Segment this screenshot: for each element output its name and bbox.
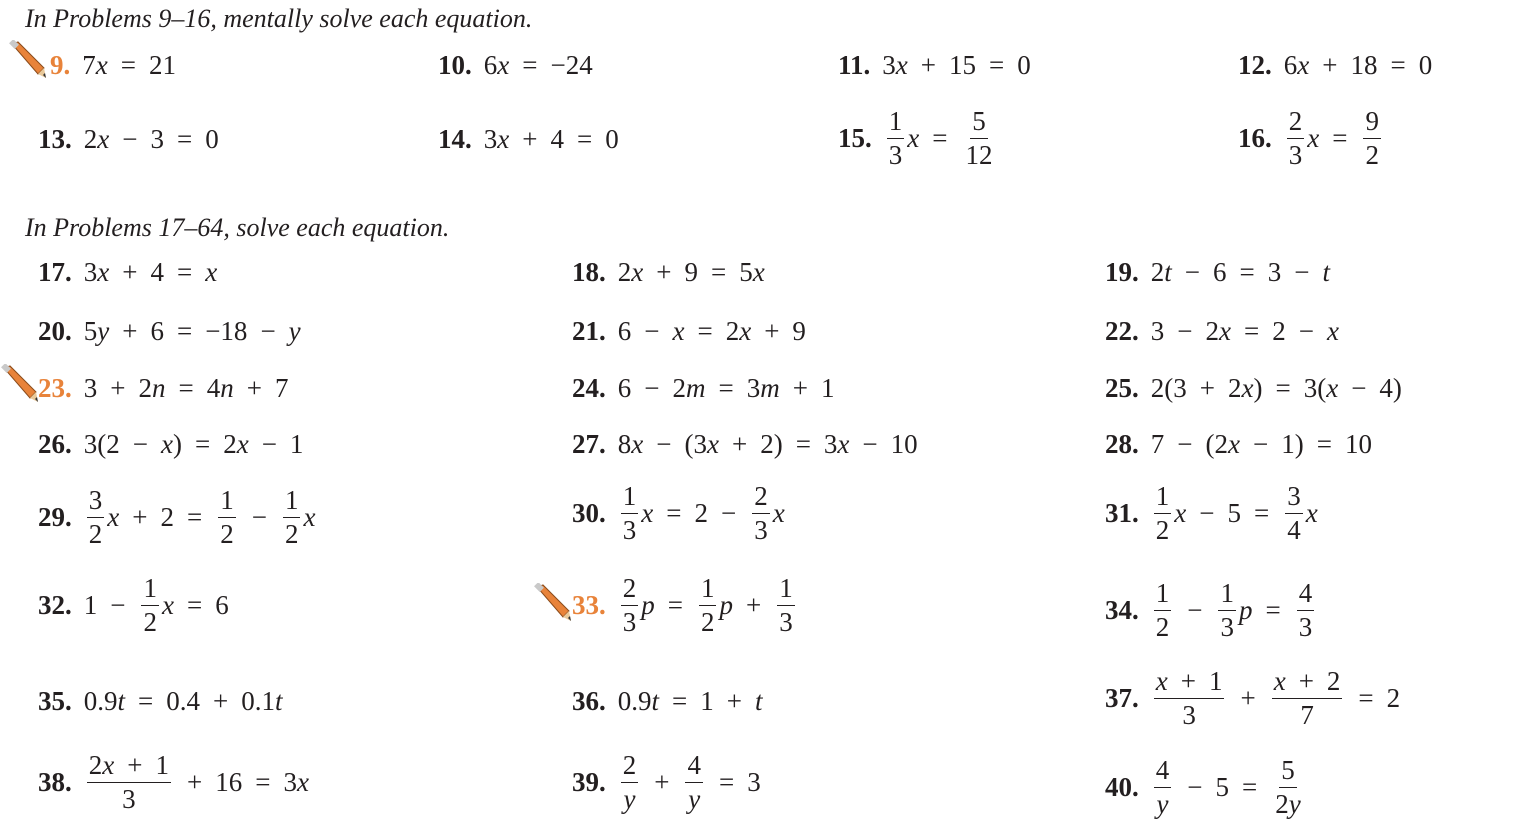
problem-37: 37. $\frac{x + 1}{3}$ + $\frac{x + 2}{7}$ = 2 bbox=[1105, 666, 1401, 730]
problem-number: 25. bbox=[1105, 373, 1139, 403]
problem-25: 25. 2(3 + 2 x ) = 3( x − 4) bbox=[1105, 373, 1402, 403]
problem-number: 38. bbox=[38, 767, 72, 797]
pencil-icon bbox=[8, 40, 46, 78]
problem-14: 14. 3 x + 4 = 0 bbox=[438, 124, 619, 154]
problem-35: 35. 0.9 t = 0.4 + 0.1 t bbox=[38, 686, 283, 716]
problem-number: 11. bbox=[838, 50, 871, 80]
instructions-2: In Problems 17–64, solve each equation. bbox=[25, 213, 450, 242]
problem-number: 13. bbox=[38, 124, 72, 154]
problem-number: 16. bbox=[1238, 123, 1272, 153]
problem-number: 37. bbox=[1105, 683, 1139, 713]
problem-34: 34. $\frac{1}{2}$ − $\frac{1}{3}$ p = $\frac{4}{3}$ bbox=[1105, 578, 1313, 642]
problem-number: 28. bbox=[1105, 429, 1139, 459]
problem-number: 15. bbox=[838, 123, 872, 153]
problem-number: 27. bbox=[572, 429, 606, 459]
problem-28: 28. 7 − (2 x − 1) = 10 bbox=[1105, 429, 1372, 459]
problem-19: 19. 2 t − 6 = 3 − t bbox=[1105, 257, 1330, 287]
problem-33: 33. $\frac{2}{3}$ p = $\frac{1}{2}$ p + $\frac{1}{3}$ bbox=[572, 573, 793, 637]
problem-number: 39. bbox=[572, 767, 606, 797]
problem-38: 38. $\frac{2x + 1}{3}$ + 16 = 3 x bbox=[38, 750, 309, 814]
problem-30: 30. $\frac{1}{3}$ x = 2 − $\frac{2}{3}$ x bbox=[572, 481, 785, 545]
problem-number: 32. bbox=[38, 590, 72, 620]
problem-39: 39. $\frac{2}{y}$ + $\frac{4}{y}$ = 3 bbox=[572, 750, 761, 814]
problem-number: 9. bbox=[50, 50, 71, 80]
problem-9: 9. 7 x = 21 bbox=[50, 50, 176, 80]
problem-24: 24. 6 − 2 m = 3 m + 1 bbox=[572, 373, 835, 403]
problem-18: 18. 2 x + 9 = 5 x bbox=[572, 257, 765, 287]
problem-number: 17. bbox=[38, 257, 72, 287]
problem-number: 35. bbox=[38, 686, 72, 716]
problem-number: 18. bbox=[572, 257, 606, 287]
problem-29: 29. $\frac{3}{2}$ x + 2 = $\frac{1}{2}$ − $\frac{1}{2}$ x bbox=[38, 485, 316, 549]
problem-number: 31. bbox=[1105, 498, 1139, 528]
problem-22: 22. 3 − 2 x = 2 − x bbox=[1105, 316, 1339, 346]
problem-number: 14. bbox=[438, 124, 472, 154]
problem-32: 32. 1 − $\frac{1}{2}$ x = 6 bbox=[38, 573, 229, 637]
problem-11: 11. 3 x + 15 = 0 bbox=[838, 50, 1031, 80]
problem-20: 20. 5 y + 6 = −18 − y bbox=[38, 316, 301, 346]
problem-number: 23. bbox=[38, 373, 72, 403]
problem-15: 15. $\frac{1}{3}$ x = $\frac{5}{12}$ bbox=[838, 106, 993, 170]
problem-36: 36. 0.9 t = 1 + t bbox=[572, 686, 763, 716]
problem-40: 40. $\frac{4}{y}$ − 5 = $\frac{5}{2y}$ bbox=[1105, 755, 1301, 819]
problem-number: 20. bbox=[38, 316, 72, 346]
pencil-icon bbox=[0, 364, 38, 402]
problem-number: 22. bbox=[1105, 316, 1139, 346]
problem-number: 33. bbox=[572, 590, 606, 620]
problem-10: 10. 6 x = −24 bbox=[438, 50, 593, 80]
problem-number: 10. bbox=[438, 50, 472, 80]
pencil-icon bbox=[533, 583, 571, 621]
problem-number: 34. bbox=[1105, 595, 1139, 625]
problem-number: 21. bbox=[572, 316, 606, 346]
problem-number: 30. bbox=[572, 498, 606, 528]
problem-number: 12. bbox=[1238, 50, 1272, 80]
problem-31: 31. $\frac{1}{2}$ x − 5 = $\frac{3}{4}$ x bbox=[1105, 481, 1318, 545]
problem-number: 24. bbox=[572, 373, 606, 403]
problem-number: 40. bbox=[1105, 772, 1139, 802]
problem-16: 16. $\frac{2}{3}$ x = $\frac{9}{2}$ bbox=[1238, 106, 1379, 170]
problem-number: 29. bbox=[38, 502, 72, 532]
problem-17: 17. 3 x + 4 = x bbox=[38, 257, 218, 287]
problem-number: 26. bbox=[38, 429, 72, 459]
instructions-1: In Problems 9–16, mentally solve each equation. bbox=[25, 4, 533, 33]
problem-26: 26. 3(2 − x ) = 2 x − 1 bbox=[38, 429, 304, 459]
problem-27: 27. 8 x − (3 x + 2) = 3 x − 10 bbox=[572, 429, 918, 459]
problem-23: 23. 3 + 2 n = 4 n + 7 bbox=[38, 373, 289, 403]
problem-number: 36. bbox=[572, 686, 606, 716]
problem-13: 13. 2 x − 3 = 0 bbox=[38, 124, 219, 154]
problem-number: 19. bbox=[1105, 257, 1139, 287]
problem-12: 12. 6 x + 18 = 0 bbox=[1238, 50, 1433, 80]
problem-21: 21. 6 − x = 2 x + 9 bbox=[572, 316, 806, 346]
